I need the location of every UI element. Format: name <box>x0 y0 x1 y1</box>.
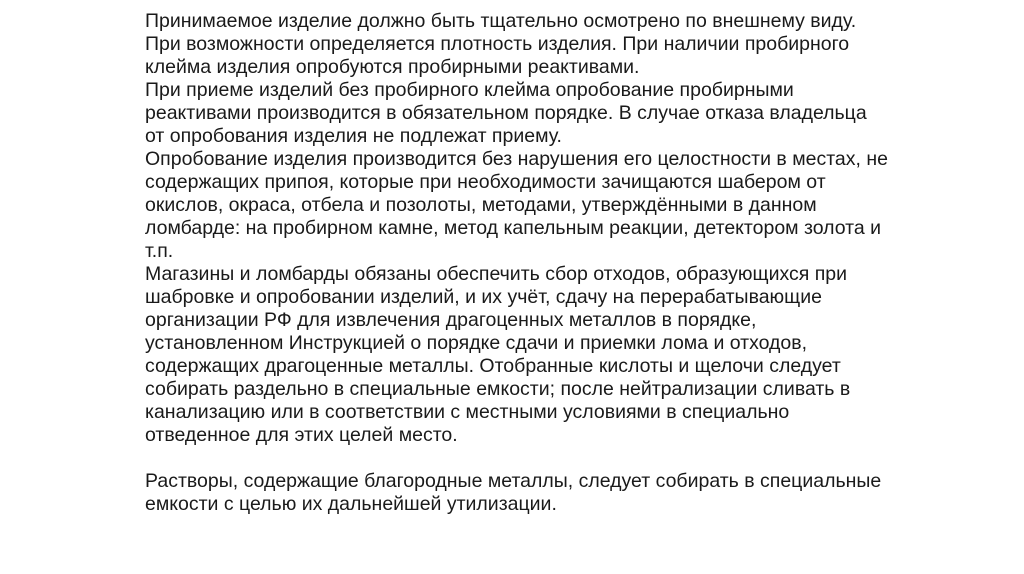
paragraph-gap <box>145 447 885 470</box>
text-line: Магазины и ломбарды обязаны обеспечить сбор отходов, образующихся при <box>145 263 848 285</box>
text-line: реактивами производится в обязательном порядке. В случае отказа владельца <box>145 102 867 124</box>
text-line: клейма изделия опробуются пробирными реактивами. <box>145 56 640 78</box>
text-line: окислов, окраса, отбела и позолоты, методами, утверждёнными в данном <box>145 194 817 216</box>
text-line: При приеме изделий без пробирного клейма опробование пробирными <box>145 79 794 101</box>
text-line: Опробование изделия производится без нарушения его целостности в местах, не <box>145 148 888 170</box>
text-line: отведенное для этих целей место. <box>145 424 458 446</box>
text-line: собирать раздельно в специальные емкости; после нейтрализации сливать в <box>145 378 851 400</box>
text-line: установленном Инструкцией о порядке сдачи и приемки лома и отходов, <box>145 332 808 354</box>
text-line: канализацию или в соответствии с местными условиями в специально <box>145 401 790 423</box>
text-line: организации РФ для извлечения драгоценных металлов в порядке, <box>145 309 757 331</box>
text-line: содержащих припоя, которые при необходимости зачищаются шабером от <box>145 171 826 193</box>
text-line: шабровке и опробовании изделий, и их учёт, сдачу на перерабатывающие <box>145 286 822 308</box>
text-line: емкости с целью их дальнейшей утилизации. <box>145 493 557 515</box>
text-line: ломбарде: на пробирном камне, метод капельным реакции, детектором золота и <box>145 217 882 239</box>
text-line: содержащих драгоценные металлы. Отобранные кислоты и щелочи следует <box>145 355 841 377</box>
slide-text-block <box>145 10 888 516</box>
text-line: Растворы, содержащие благородные металлы, следует собирать в специальные <box>145 470 882 492</box>
text-line: т.п. <box>145 240 174 262</box>
text-line: При возможности определяется плотность изделия. При наличии пробирного <box>145 33 850 55</box>
text-line: от опробования изделия не подлежат приему. <box>145 125 562 147</box>
text-line: Принимаемое изделие должно быть тщательно осмотрено по внешнему виду. <box>145 10 857 32</box>
